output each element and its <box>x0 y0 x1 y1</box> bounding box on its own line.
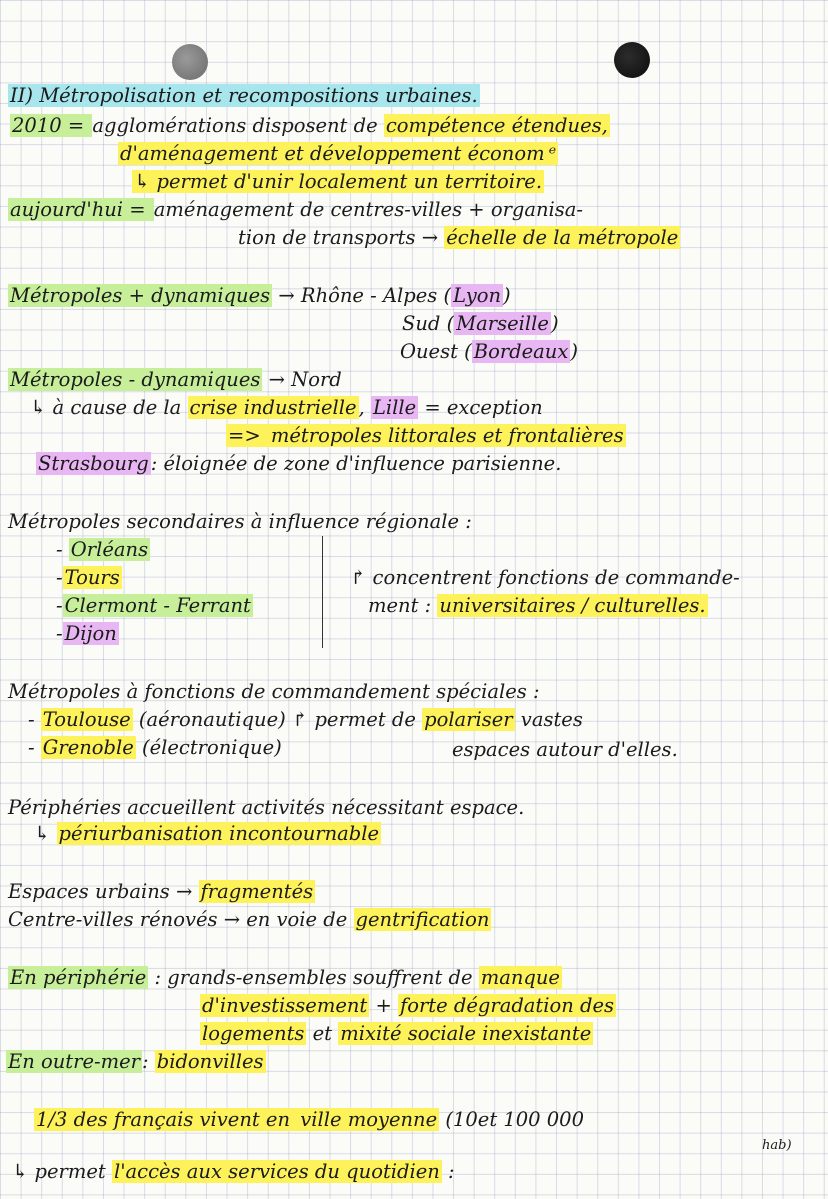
text: : <box>441 1160 455 1183</box>
highlight: Grenoble <box>42 736 134 759</box>
brace <box>322 536 323 648</box>
text: : grands-ensembles souffrent de <box>148 966 479 989</box>
highlight: gentrification <box>355 908 490 931</box>
highlight: => <box>228 424 267 447</box>
highlight: Marseille <box>456 312 549 335</box>
highlight: Dijon <box>64 622 117 645</box>
highlight: crise industrielle <box>189 396 357 419</box>
note-line <box>56 622 119 646</box>
text: : <box>141 1050 155 1073</box>
highlight: Clermont - Ferrant <box>64 594 251 617</box>
text: ) <box>550 312 559 335</box>
text: (aéronautique) <box>132 708 286 731</box>
text: et <box>306 1022 339 1045</box>
text: (10et 100 000 <box>439 1108 584 1131</box>
binder-hole-left <box>172 44 208 80</box>
text: Ouest ( <box>400 340 472 363</box>
text: ) <box>503 284 511 307</box>
text: Espaces urbains → <box>8 880 199 903</box>
text: - <box>56 594 63 617</box>
highlight: ↳ permet d'unir localement un territoire. <box>134 170 543 193</box>
note-line <box>6 1050 266 1074</box>
heading-line <box>8 84 480 108</box>
text: → Nord <box>262 368 342 391</box>
highlight: Bordeaux <box>473 340 569 363</box>
highlight: périurbanisation incontournable <box>58 822 380 845</box>
highlight: fragmentés <box>200 880 314 903</box>
note-line <box>8 796 524 820</box>
highlight: Métropoles + dynamiques <box>10 284 271 307</box>
text: ↱ permet de <box>285 708 423 731</box>
highlight: Strasbourg <box>38 452 149 475</box>
note-line <box>8 966 562 990</box>
note-line <box>36 452 561 476</box>
text: - <box>56 538 69 561</box>
note-line <box>56 538 150 562</box>
note-line <box>8 198 583 222</box>
text: Centre-villes rénovés → en voie de <box>8 908 354 931</box>
highlight: logements <box>202 1022 305 1045</box>
note-line <box>226 424 626 448</box>
highlight: ᵉ <box>548 142 557 165</box>
highlight: Lille <box>372 396 417 419</box>
highlight: d'investissement <box>202 994 368 1017</box>
text: espaces autour d'elles. <box>452 738 678 761</box>
text: ↱ concentrent fonctions de commande- <box>350 566 740 589</box>
note-line <box>400 340 578 364</box>
highlight: polariser <box>424 708 513 731</box>
note-line <box>8 680 540 704</box>
note-line <box>8 368 342 392</box>
text: Périphéries accueillent activités nécessitant espace. <box>8 796 525 819</box>
text: tion de transports → <box>238 226 445 249</box>
highlight: l'accès aux services du quotidien <box>113 1160 440 1183</box>
text: - <box>56 622 63 645</box>
highlight: Toulouse <box>42 708 131 731</box>
text: ↳ <box>34 822 57 845</box>
text: = exception <box>418 396 543 419</box>
note-line <box>30 396 543 420</box>
note-line <box>452 738 678 762</box>
text: agglomérations disposent de <box>92 114 384 137</box>
highlight: Métropoles - dynamiques <box>10 368 261 391</box>
text: ) <box>570 340 578 363</box>
note-line <box>368 594 708 618</box>
highlight: aujourd'hui = <box>10 198 152 221</box>
text: : éloignée de zone d'influence parisienne. <box>150 452 562 475</box>
text-2010: 2010 = <box>12 114 91 137</box>
highlight: ville moyenne <box>300 1108 438 1131</box>
note-line <box>34 1108 584 1132</box>
note-line <box>56 566 122 590</box>
text: Métropoles secondaires à influence régionale : <box>8 510 472 533</box>
text: (électronique) <box>135 736 282 759</box>
highlight: échelle de la métropole <box>446 226 679 249</box>
text: → Rhône - Alpes ( <box>272 284 452 307</box>
text: ment : <box>368 594 438 617</box>
highlight: d'aménagement et développement économ <box>120 142 545 165</box>
note-line <box>10 114 610 138</box>
text: Sud ( <box>402 312 455 335</box>
highlight: En outre-mer <box>8 1050 140 1073</box>
text: aménagement de centres-villes + organisa- <box>153 198 584 221</box>
text: ↳ permet <box>12 1160 112 1183</box>
highlight: En périphérie <box>10 966 147 989</box>
note-line <box>402 312 559 336</box>
note-line <box>200 1022 593 1046</box>
text: - <box>56 566 63 589</box>
text: Métropoles à fonctions de commandement spéciales : <box>8 680 540 703</box>
text: vastes <box>514 708 583 731</box>
note-line <box>28 736 282 760</box>
note-line <box>132 170 544 194</box>
highlight: Lyon <box>453 284 502 307</box>
text: - <box>28 736 41 759</box>
note-line <box>762 1134 792 1158</box>
highlight: manque <box>480 966 560 989</box>
text: + <box>369 994 399 1017</box>
note-line <box>8 284 511 308</box>
note-line <box>200 994 616 1018</box>
text: ↳ à cause de la <box>30 396 188 419</box>
note-line <box>34 822 381 846</box>
highlight: forte dégradation des <box>400 994 615 1017</box>
note-line <box>118 142 558 166</box>
note-line <box>28 708 583 732</box>
highlight: compétence étendues, <box>385 114 608 137</box>
note-line <box>238 226 680 250</box>
text: , <box>358 396 371 419</box>
text: hab) <box>762 1138 792 1153</box>
binder-hole-right <box>614 42 650 78</box>
note-line <box>8 510 472 534</box>
highlight: 1/3 des français vivent en <box>36 1108 297 1131</box>
highlight: mixité sociale inexistante <box>340 1022 592 1045</box>
highlight: métropoles littorales et frontalières <box>270 424 624 447</box>
section-heading: II) Métropolisation et recompositions urbaines. <box>10 84 478 107</box>
note-line <box>8 908 491 932</box>
highlight: Tours <box>64 566 120 589</box>
note-line <box>56 594 253 618</box>
text: - <box>28 708 41 731</box>
highlight: bidonvilles <box>156 1050 264 1073</box>
highlight: Orléans <box>70 538 149 561</box>
highlight: universitaires / culturelles. <box>439 594 706 617</box>
note-line <box>8 880 315 904</box>
note-line <box>12 1160 455 1184</box>
note-line <box>350 566 740 590</box>
